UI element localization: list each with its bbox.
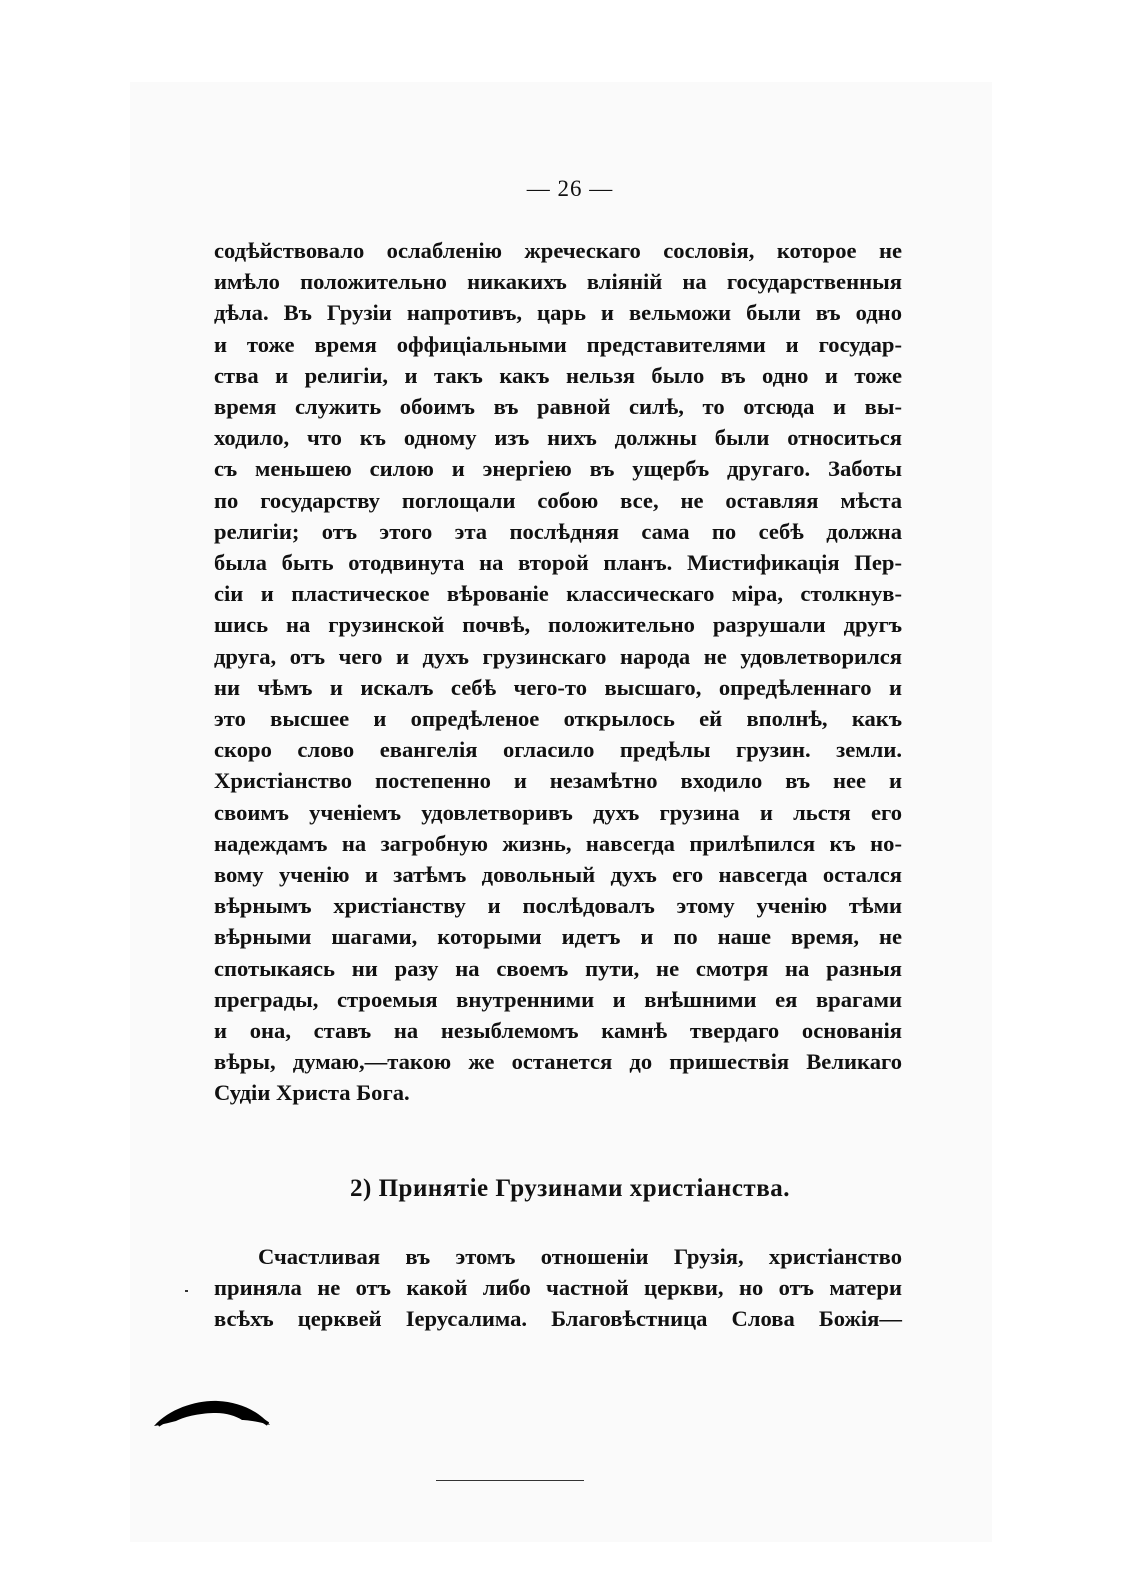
text-line: преграды, строемыя внутренними и внѣшними ея врагами: [214, 986, 902, 1012]
text-line: религіи; отъ этого эта послѣдняя сама по себѣ должна: [214, 518, 902, 544]
text-line: имѣло положительно никакихъ вліяній на государственныя: [214, 269, 902, 295]
text-line: всѣхъ церквей Іерусалима. Благовѣстница Слова Божія—: [214, 1306, 902, 1332]
ink-speck: [185, 1290, 188, 1292]
text-line: ни чѣмъ и искалъ себѣ чего-то высшаго, опредѣленнаго и: [214, 674, 902, 700]
text-line: вѣрными шагами, которыми идетъ и по наше время, не: [214, 924, 902, 950]
text-line: надеждамъ на загробную жизнь, навсегда прилѣпился къ но-: [214, 830, 902, 856]
text-line: время служить обоимъ въ равной силѣ, то отсюда и вы-: [214, 394, 902, 420]
text-line: скоро слово евангелія огласило предѣлы грузин. земли.: [214, 737, 902, 763]
page-number: — 26 —: [526, 176, 614, 201]
text-line: спотыкаясь ни разу на своемъ пути, не смотря на разныя: [214, 955, 902, 981]
paragraph-1: [214, 235, 902, 1109]
text-line: ства и религіи, и такъ какъ нельзя было въ одно и тоже: [214, 362, 902, 388]
bottom-rule: [436, 1480, 584, 1481]
text-line: вѣрнымъ христіанству и послѣдовалъ этому ученію тѣми: [214, 893, 902, 919]
text-line: съ меньшею силою и энергіею въ ущербъ другаго. Заботы: [214, 456, 902, 482]
text-line: шись на грузинской почвѣ, положительно разрушали другъ: [214, 612, 902, 638]
text-line: это высшее и опредѣленое открылось ей вполнѣ, какъ: [214, 706, 902, 732]
text-line: приняла не отъ какой либо частной церкви, но отъ матери: [214, 1275, 902, 1301]
text-line: Христіанство постепенно и незамѣтно входило въ нее и: [214, 768, 902, 794]
text-line: своимъ ученіемъ удовлетворивъ духъ грузина и льстя его: [214, 799, 902, 825]
text-line: содѣйствовало ослабленію жреческаго сословія, которое не: [214, 238, 902, 263]
text-line: вому ученію и затѣмъ довольный духъ его навсегда остался: [214, 862, 902, 888]
ink-blot-mark: [150, 1392, 274, 1432]
text-line: дѣла. Въ Грузіи напротивъ, царь и вельможи были въ одно: [214, 300, 902, 326]
text-line: ходило, что къ одному изъ нихъ должны были относиться: [214, 425, 902, 451]
text-line: сіи и пластическое вѣрованіе классическаго міра, столкнув-: [214, 581, 902, 607]
text-line: была быть отодвинута на второй планъ. Мистификація Пер-: [214, 550, 902, 576]
text-line: и она, ставъ на незыблемомъ камнѣ твердаго основанія: [214, 1018, 902, 1044]
text-line: вѣры, думаю,—такою же останется до пришествія Великаго: [214, 1049, 902, 1075]
text-line: и тоже время оффиціальными представителями и государ-: [214, 331, 902, 357]
section-heading: 2) Принятіе Грузинами христіанства.: [350, 1175, 790, 1202]
text-line: по государству поглощали собою все, не оставляя мѣста: [214, 487, 902, 513]
text-line: друга, отъ чего и духъ грузинскаго народа не удовлетворился: [214, 643, 902, 669]
paragraph-2: [214, 1241, 902, 1335]
text-line: Судіи Христа Бога.: [214, 1080, 410, 1106]
text-line: Счастливая въ этомъ отношеніи Грузія, христіанство: [258, 1244, 902, 1269]
